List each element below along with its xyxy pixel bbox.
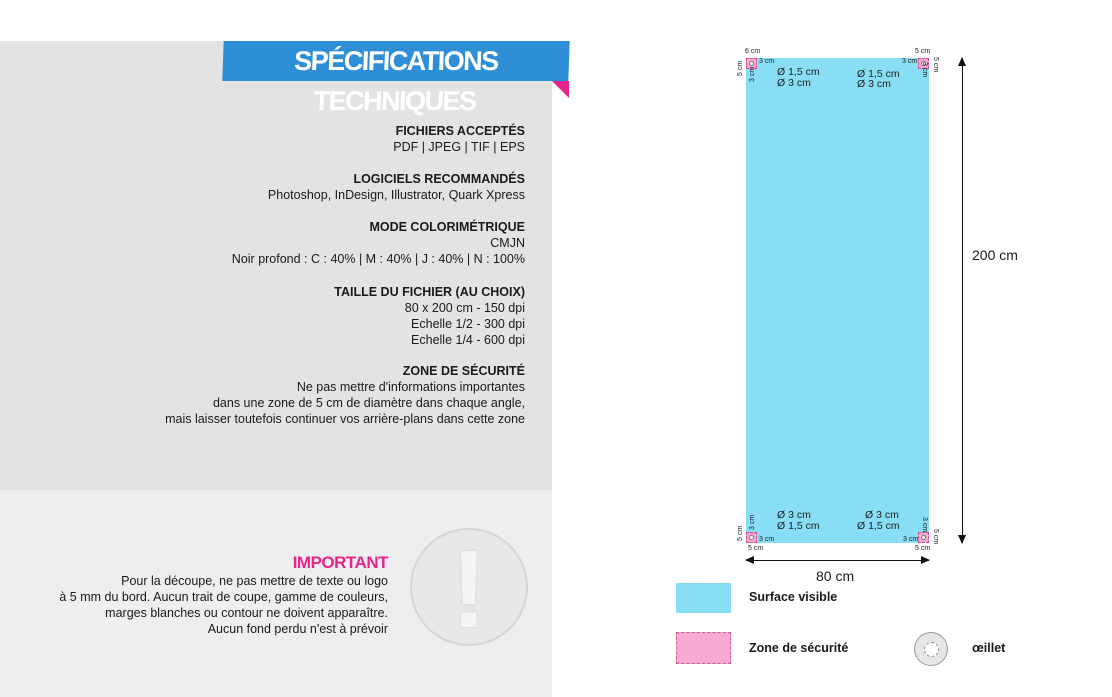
spec-files — [393, 123, 525, 155]
spec-heading: ZONE DE SÉCURITÉ — [402, 364, 525, 378]
diameter-label: Ø 1,5 cm — [777, 520, 820, 532]
eyelet-icon — [749, 61, 754, 66]
dim-6cm: 6 cm — [745, 48, 761, 55]
important-line: à 5 mm du bord. Aucun trait de coupe, gamme de couleurs, — [59, 590, 388, 604]
exclamation-icon: ! — [450, 528, 488, 651]
diameter-label: Ø 1,5 cm — [857, 68, 900, 80]
diameter-label: Ø 3 cm — [777, 77, 811, 89]
dim-5cm: 5 cm — [737, 60, 744, 76]
visible-surface — [746, 58, 929, 543]
spec-line: Ne pas mettre d'informations importantes — [296, 380, 525, 394]
dim-5cm: 5 cm — [932, 57, 939, 73]
spec-line: Photoshop, InDesign, Illustrator, Quark Xpress — [267, 188, 525, 202]
legend-safety-swatch — [676, 632, 731, 664]
top-margin — [0, 0, 552, 41]
spec-line: mais laisser toutefois continuer vos arrière-plans dans cette zone — [165, 412, 525, 426]
spec-line: CMJN — [490, 236, 525, 250]
important-title: IMPORTANT — [292, 553, 388, 572]
dim-5cm: 5 cm — [915, 48, 931, 55]
spec-line: Echelle 1/4 - 600 dpi — [411, 333, 525, 347]
dim-3cm: 3 cm — [759, 58, 775, 65]
height-dimension-arrow — [962, 58, 963, 543]
eyelet-icon — [921, 535, 926, 540]
legend-safety-label: Zone de sécurité — [749, 641, 849, 655]
spec-heading: LOGICIELS RECOMMANDÉS — [353, 172, 525, 186]
diameter-label: Ø 3 cm — [777, 509, 811, 521]
dim-3cm: 3 cm — [921, 62, 928, 78]
width-label: 80 cm — [816, 568, 855, 584]
warning-icon — [410, 528, 528, 651]
important-line: marges blanches ou contour ne doivent apparaître. — [105, 606, 388, 620]
important-line: Aucun fond perdu n'est à prévoir — [207, 622, 388, 636]
important-line: Pour la découpe, ne pas mettre de texte ou logo — [121, 574, 388, 588]
spec-heading: MODE COLORIMÉTRIQUE — [369, 220, 525, 234]
dim-3cm: 3 cm — [749, 514, 756, 530]
spec-size — [334, 284, 525, 348]
legend-visible-swatch — [676, 583, 731, 613]
diameter-label: Ø 3 cm — [865, 509, 899, 521]
dim-3cm: 3 cm — [902, 58, 918, 65]
dim-5cm: 5 cm — [748, 545, 764, 552]
spec-line: 80 x 200 cm - 150 dpi — [404, 301, 525, 315]
spec-line: Noir profond : C : 40% | M : 40% | J : 40% | N : 100% — [231, 252, 525, 266]
spec-line: PDF | JPEG | TIF | EPS — [393, 140, 525, 154]
spec-color — [232, 219, 525, 267]
spec-line: Echelle 1/2 - 300 dpi — [411, 317, 525, 331]
spec-software — [268, 171, 525, 203]
dim-5cm: 5 cm — [932, 529, 939, 545]
diameter-label: Ø 1,5 cm — [777, 66, 820, 78]
dim-3cm: 3 cm — [921, 517, 928, 533]
spec-line: dans une zone de 5 cm de diamètre dans chaque angle, — [212, 396, 525, 410]
spec-heading: FICHIERS ACCEPTÉS — [395, 124, 525, 138]
eyelet-hole — [924, 642, 939, 657]
important-note — [59, 553, 388, 637]
dim-5cm: 5 cm — [737, 525, 744, 541]
dim-3cm: 3 cm — [903, 536, 919, 543]
page-title-banner: SPÉCIFICATIONS TECHNIQUES — [222, 41, 569, 81]
spec-heading: TAILLE DU FICHIER (AU CHOIX) — [334, 285, 525, 299]
legend-eyelet-label: œillet — [972, 641, 1006, 655]
diameter-label: Ø 1,5 cm — [857, 520, 900, 532]
banner-fold — [552, 81, 569, 98]
eyelet-icon — [914, 632, 948, 666]
diameter-label: Ø 3 cm — [857, 78, 891, 90]
width-dimension-arrow — [746, 560, 929, 561]
dim-3cm: 3 cm — [759, 536, 775, 543]
eyelet-icon — [749, 535, 754, 540]
height-label: 200 cm — [972, 247, 1018, 263]
spec-safety — [165, 363, 525, 427]
dim-5cm: 5 cm — [915, 545, 931, 552]
legend-visible-label: Surface visible — [749, 590, 838, 604]
dim-3cm: 3 cm — [749, 66, 756, 82]
